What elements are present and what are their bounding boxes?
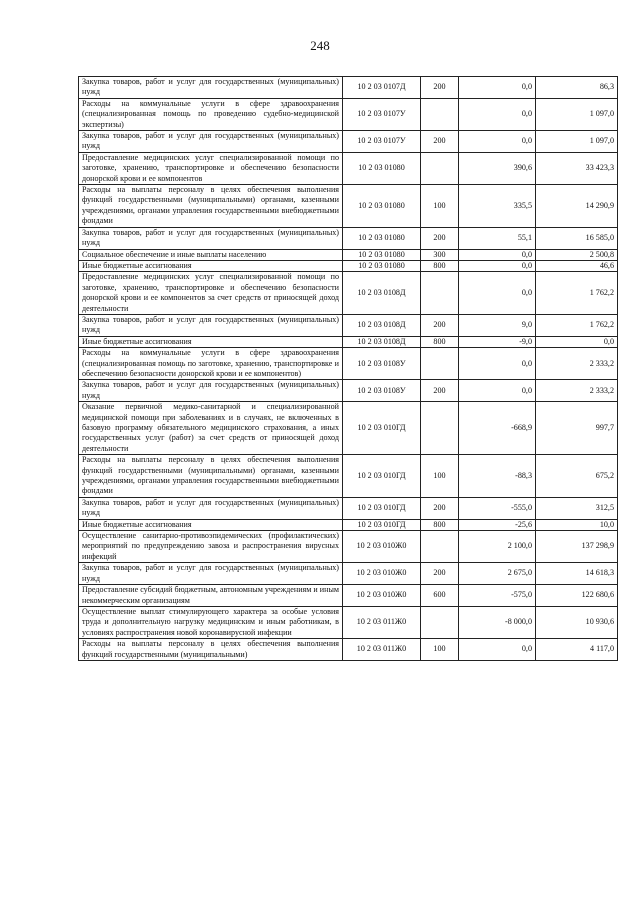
row-expense-type: 600 [421,585,459,607]
row-total: 2 500,8 [536,249,618,260]
row-code: 10 2 03 0108Д [343,272,421,315]
row-code: 10 2 03 010ГД [343,402,421,455]
row-total: 137 298,9 [536,531,618,563]
row-change: 0,0 [459,249,536,260]
row-code: 10 2 03 010Ж0 [343,563,421,585]
row-code: 10 2 03 010ГД [343,519,421,530]
row-expense-type: 200 [421,497,459,519]
row-expense-type: 800 [421,260,459,271]
row-expense-type: 200 [421,131,459,153]
row-code: 10 2 03 01080 [343,227,421,249]
row-name: Предоставление медицинских услуг специализированной помощи по заготовке, хранению, транспортировке и обеспечению безопасности донорской крови и ее компонентов за счет средств от приносящей доход деятельности [79,272,343,315]
row-change: 0,0 [459,131,536,153]
row-code: 10 2 03 0107У [343,131,421,153]
table-row [79,227,618,249]
row-expense-type [421,348,459,380]
row-change: 0,0 [459,272,536,315]
row-total: 122 680,6 [536,585,618,607]
row-name: Оказание первичной медико-санитарной и специализированной медицинской помощи при заболеваниях и в случаях, не включенных в базовую программу обязательного медицинского страхования, а иных государственных услуг (работ) за счет средств от приносящей доход деятельности [79,402,343,455]
row-total: 2 333,2 [536,380,618,402]
row-name: Предоставление медицинских услуг специализированной помощи по заготовке, хранению, транспортировке и обеспечению безопасности донорской крови и ее компонентов [79,152,343,184]
row-total: 0,0 [536,336,618,347]
row-change: -555,0 [459,497,536,519]
row-change: 0,0 [459,348,536,380]
row-change: 0,0 [459,77,536,99]
row-change: -8 000,0 [459,606,536,638]
table-row [79,260,618,271]
table-row [79,497,618,519]
row-total: 1 762,2 [536,272,618,315]
row-change: -575,0 [459,585,536,607]
row-total: 46,6 [536,260,618,271]
row-name: Социальное обеспечение и иные выплаты населению [79,249,343,260]
row-name: Расходы на коммунальные услуги в сфере здравоохранения (специализированная помощь по проведению судебно-медицинской экспертизы) [79,98,343,130]
row-expense-type [421,531,459,563]
table-row [79,402,618,455]
table-row [79,152,618,184]
row-name: Расходы на коммунальные услуги в сфере здравоохранения (специализированная помощь по заготовке, хранению, транспортировке и обеспечению безопасности донорской крови и ее компонентов) [79,348,343,380]
row-name: Расходы на выплаты персоналу в целях обеспечения выполнения функций государственными (муниципальными) органами, казенными учреждениями, органами управления государственными внебюджетными фондами [79,185,343,228]
table-row [79,249,618,260]
row-change: 335,5 [459,185,536,228]
row-change: -25,6 [459,519,536,530]
row-code: 10 2 03 01080 [343,185,421,228]
row-total: 86,3 [536,77,618,99]
row-total: 675,2 [536,455,618,498]
row-total: 14 618,3 [536,563,618,585]
row-expense-type [421,152,459,184]
row-total: 1 097,0 [536,131,618,153]
row-code: 10 2 03 010ГД [343,497,421,519]
page-number: 248 [310,38,330,53]
row-change: -9,0 [459,336,536,347]
row-code: 10 2 03 010Ж0 [343,531,421,563]
row-name: Закупка товаров, работ и услуг для государственных (муниципальных) нужд [79,131,343,153]
table-row [79,455,618,498]
row-change: 2 100,0 [459,531,536,563]
row-name: Закупка товаров, работ и услуг для государственных (муниципальных) нужд [79,227,343,249]
row-change: 0,0 [459,260,536,271]
row-change: 0,0 [459,98,536,130]
row-total: 16 585,0 [536,227,618,249]
row-code: 10 2 03 010Ж0 [343,585,421,607]
row-total: 312,5 [536,497,618,519]
row-code: 10 2 03 0108У [343,380,421,402]
row-code: 10 2 03 0107Д [343,77,421,99]
table-row [79,336,618,347]
row-total: 4 117,0 [536,639,618,661]
row-total: 997,7 [536,402,618,455]
row-code: 10 2 03 0108Д [343,336,421,347]
table-row [79,380,618,402]
row-expense-type: 200 [421,380,459,402]
table-row [79,519,618,530]
table-row [79,77,618,99]
row-total: 2 333,2 [536,348,618,380]
table-row [79,531,618,563]
row-expense-type [421,606,459,638]
row-name: Закупка товаров, работ и услуг для государственных (муниципальных) нужд [79,314,343,336]
row-expense-type [421,98,459,130]
row-expense-type: 100 [421,639,459,661]
row-expense-type: 200 [421,314,459,336]
row-expense-type [421,402,459,455]
row-change: 0,0 [459,639,536,661]
row-name: Закупка товаров, работ и услуг для государственных (муниципальных) нужд [79,77,343,99]
table-row [79,606,618,638]
table-row [79,348,618,380]
row-code: 10 2 03 01080 [343,152,421,184]
row-name: Закупка товаров, работ и услуг для государственных (муниципальных) нужд [79,563,343,585]
row-total: 1 097,0 [536,98,618,130]
table-row [79,185,618,228]
row-code: 10 2 03 010ГД [343,455,421,498]
row-code: 10 2 03 01080 [343,249,421,260]
row-code: 10 2 03 011Ж0 [343,606,421,638]
row-change: -88,3 [459,455,536,498]
row-expense-type: 300 [421,249,459,260]
row-code: 10 2 03 0108Д [343,314,421,336]
table-row [79,98,618,130]
row-expense-type: 200 [421,227,459,249]
row-total: 10,0 [536,519,618,530]
row-expense-type: 100 [421,185,459,228]
row-name: Иные бюджетные ассигнования [79,336,343,347]
table-row [79,131,618,153]
row-total: 14 290,9 [536,185,618,228]
row-name: Предоставление субсидий бюджетным, автономным учреждениям и иным некоммерческим организациям [79,585,343,607]
row-name: Расходы на выплаты персоналу в целях обеспечения выполнения функций государственными (муниципальными) органами, казенными учреждениями, органами управления государственными внебюджетными фондами [79,455,343,498]
table-row [79,585,618,607]
row-change: 55,1 [459,227,536,249]
row-expense-type: 800 [421,336,459,347]
row-expense-type: 800 [421,519,459,530]
row-name: Расходы на выплаты персоналу в целях обеспечения выполнения функций государственными (муниципальными) [79,639,343,661]
table-row [79,272,618,315]
row-code: 10 2 03 011Ж0 [343,639,421,661]
row-expense-type: 100 [421,455,459,498]
row-name: Закупка товаров, работ и услуг для государственных (муниципальных) нужд [79,380,343,402]
table-row [79,639,618,661]
row-change: -668,9 [459,402,536,455]
row-expense-type: 200 [421,563,459,585]
row-expense-type [421,272,459,315]
budget-table [78,76,618,661]
row-total: 33 423,3 [536,152,618,184]
table-row [79,314,618,336]
row-name: Осуществление санитарно-противоэпидемических (профилактических) мероприятий по предупреждению завоза и распространения вирусных инфекций [79,531,343,563]
row-name: Закупка товаров, работ и услуг для государственных (муниципальных) нужд [79,497,343,519]
row-name: Иные бюджетные ассигнования [79,260,343,271]
table-row [79,563,618,585]
row-name: Осуществление выплат стимулирующего характера за особые условия труда и дополнительную нагрузку медицинским и иным работникам, в условиях распространения новой коронавирусной инфекции [79,606,343,638]
budget-table-body [79,77,618,661]
row-change: 2 675,0 [459,563,536,585]
row-change: 0,0 [459,380,536,402]
row-code: 10 2 03 0107У [343,98,421,130]
row-code: 10 2 03 0108У [343,348,421,380]
row-total: 1 762,2 [536,314,618,336]
row-change: 390,6 [459,152,536,184]
row-expense-type: 200 [421,77,459,99]
row-code: 10 2 03 01080 [343,260,421,271]
row-total: 10 930,6 [536,606,618,638]
row-change: 9,0 [459,314,536,336]
row-name: Иные бюджетные ассигнования [79,519,343,530]
